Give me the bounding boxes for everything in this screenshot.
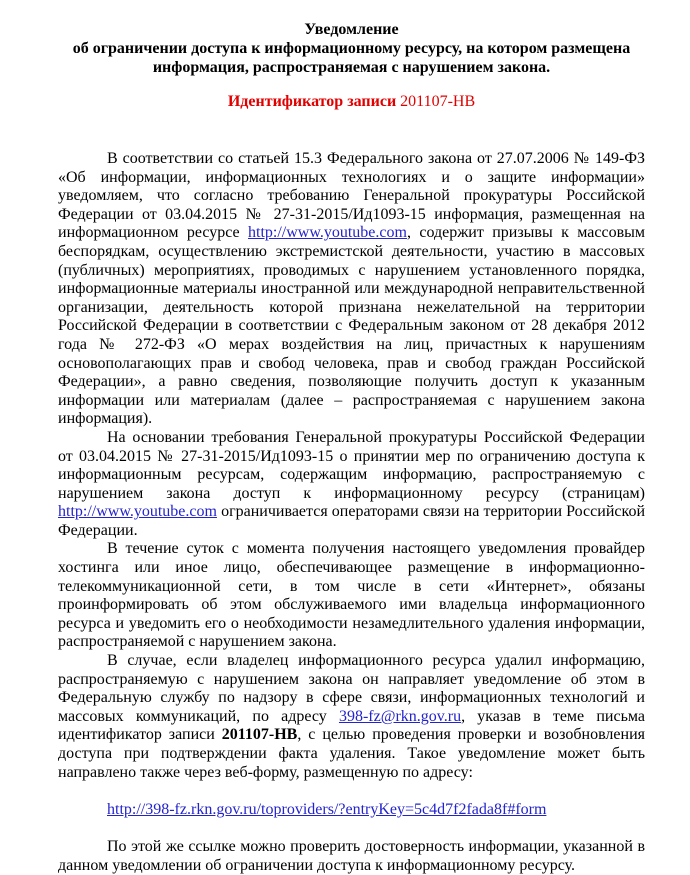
document-title <box>58 20 645 77</box>
youtube-link[interactable]: http://www.youtube.com <box>248 224 407 242</box>
paragraph-restriction-order <box>58 429 645 541</box>
youtube-link-2[interactable]: http://www.youtube.com <box>58 503 217 521</box>
title-line-1: Уведомление <box>304 21 399 38</box>
paragraph-hosting-provider-duty <box>58 540 645 652</box>
record-identifier-value: 201107-НВ <box>400 93 476 110</box>
paragraph-removal-notification <box>58 652 645 782</box>
document-body <box>58 150 645 875</box>
paragraph-verification-note <box>58 838 645 875</box>
title-line-3: информация, распространяемая с нарушением закона. <box>152 59 551 76</box>
webform-row <box>58 801 645 820</box>
webform-link[interactable]: http://398-fz.rkn.gov.ru/toproviders/?entryKey=5c4d7f2fada8f#form <box>107 800 547 818</box>
paragraph-legal-basis <box>58 150 645 429</box>
paragraph-text: В соответствии со статьей 15.3 Федерального закона от 27.07.2006 № 149-ФЗ «Об информации, информационных технологиях и о защите информации» уведомляем, что согласно требованию Генеральной прокуратуры Российской Федерации от 03.04.2015 № 27-31-2015/Ид1093-15 информация, размещенная на информационном ресурсе <box>58 150 645 242</box>
rkn-email-link[interactable]: 398-fz@rkn.gov.ru <box>338 707 462 725</box>
paragraph-text: В течение суток с момента получения настоящего уведомления провайдер хостинга или иное лицо, обеспечивающее размещение в информационно-телекоммуникационной сети, в том числе в сети «Интернет», обязаны проинформировать об этом обслуживаемого ими владельца информационного ресурса и уведомить его о необходимости незамедлительного удаления информации, распространяемой с нарушением закона. <box>58 540 645 651</box>
record-identifier-label: Идентификатор записи <box>227 93 397 110</box>
paragraph-text: На основании требования Генеральной прокуратуры Российской Федерации от 03.04.2015 № 27-31-2015/Ид1093-15 о принятии мер по ограничению доступа к информационным ресурсам, содержащим информацию, распространяемую с нарушением закона доступ к информационному ресурсу (страницам) <box>58 428 645 502</box>
paragraph-text: По этой же ссылке можно проверить достоверность информации, указанной в данном уведомлении об ограничении доступа к информационному ресурсу. <box>58 837 645 874</box>
paragraph-text: , содержит призывы к массовым беспорядкам, осуществлению экстремистской деятельности, участию в массовых (публичных) мероприятиях, проводимых с нарушением установленного порядка, информационные материалы иностранной или международной неправительственной организации, деятельность которой признана нежелательной на территории Российской Федерации в соответствии с Федеральным законом от 28 декабря 2012 года № 272-ФЗ «О мерах воздействия на лиц, причастных к нарушениям основополагающих прав и свобод человека, прав и свобод граждан Российской Федерации», а равно сведения, позволяющие получить доступ к указанным информации или материалам (далее – распространяемая с нарушением закона информация). <box>58 224 645 428</box>
record-identifier-inline: 201107-НВ <box>221 726 298 744</box>
record-identifier <box>58 92 645 111</box>
paragraph-text: В случае, если владелец информационного ресурса удалил информацию, распространяемую с нарушением закона он направляет уведомление об этом в Федеральную службу по надзору в сфере связи, информационных технологий и массовых коммуникаций, по адресу <box>58 652 645 725</box>
title-line-2: об ограничении доступа к информационному ресурсу, на котором размещена <box>72 40 631 57</box>
paragraph-text: , с целью проведения проверки и возобновления доступа при подтверждении факта удаления. Такое уведомление может быть направлено также через веб-форму, размещенную по адресу: <box>58 726 645 781</box>
paragraph-text: , указав в теме письма идентификатор записи <box>58 707 645 744</box>
paragraph-text: ограничивается операторами связи на территории Российской Федерации. <box>58 503 645 539</box>
